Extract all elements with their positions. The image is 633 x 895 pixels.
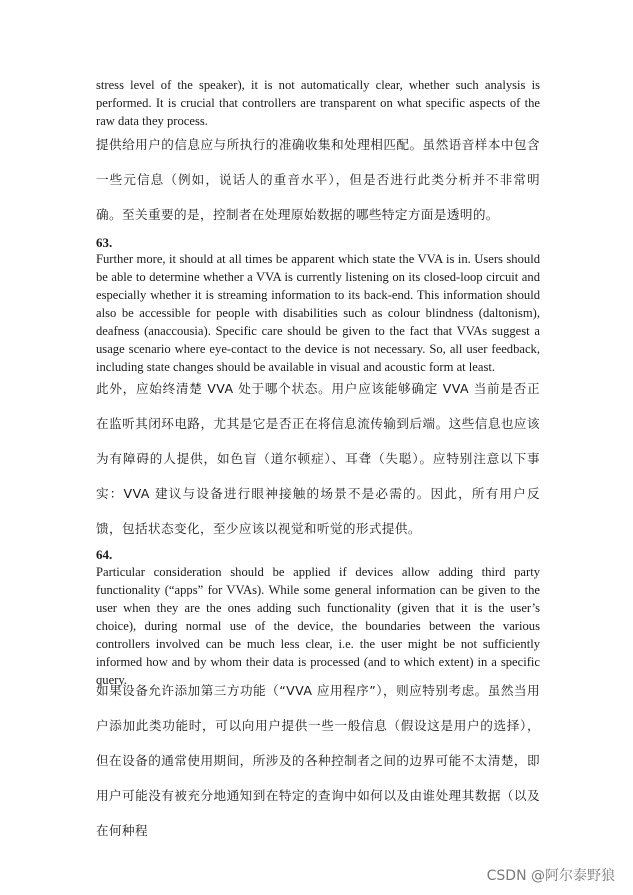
paragraph-63-chinese: 此外，应始终清楚 VVA 处于哪个状态。用户应该能够确定 VVA 当前是否正在监听其闭环电路，尤其是它是否正在将信息流传输到后端。这些信息也应该为有障碍的人提供，如色盲（道尔顿症）、耳聋（失聪）。应特别注意以下事实：VVA 建议与设备进行眼神接触的场景不是必需的。因此，所有用户反馈，包括状态变化，至少应该以视觉和听觉的形式提供。	[96, 381, 540, 536]
paragraph-62-english: stress level of the speaker), it is not automatically clear, whether such analysis is performed. It is crucial that controllers are transparent on what specific aspects of the raw data they process.	[96, 78, 540, 128]
paragraph-63-english: Further more, it should at all times be apparent which state the VVA is in. Users should be able to determine whether a VVA is currently listening on its closed-loop circuit and especially whether it is streaming information to its back-end. This information should also be accessible for people with disabilities such as colour blindness (daltonism), deafness (anaccousia). Specific care should be given to the fact that VVAs suggest a usage scenario where eye-contact to the device is not necessary. So, all user feedback, including state changes should be available in visual and acoustic form at least.	[96, 252, 540, 374]
paragraph-64-english: Particular consideration should be applied if devices allow adding third party functionality (“apps” for VVAs). While some general information can be given to the user when they are the ones adding such functionality (given that it is the user’s choice), during normal use of the device, the boundaries between the various controllers involved can be much less clear, i.e. the user might be not sufficiently informed how and by whom their data is processed (and to which extent) in a specific query.	[96, 565, 540, 687]
paragraph-62-chinese: 提供给用户的信息应与所执行的准确收集和处理相匹配。虽然语音样本中包含一些元信息（例如，说话人的重音水平），但是否进行此类分析并不非常明确。至关重要的是，控制者在处理原始数据的哪些特定方面是透明的。	[96, 137, 540, 222]
paragraph-number-63: 63.	[96, 235, 113, 250]
paragraph-64-chinese: 如果设备允许添加第三方功能（“VVA 应用程序”），则应特别考虑。虽然当用户添加此类功能时，可以向用户提供一些一般信息（假设这是用户的选择），但在设备的通常使用期间，所涉及的各种控制者之间的边界可能不太清楚，即用户可能没有被充分地通知到在特定的查询中如何以及由谁处理其数据（以及在何种程	[96, 683, 540, 838]
paragraph-number-64: 64.	[96, 547, 113, 562]
csdn-watermark: CSDN @阿尔泰野狼	[486, 868, 615, 884]
